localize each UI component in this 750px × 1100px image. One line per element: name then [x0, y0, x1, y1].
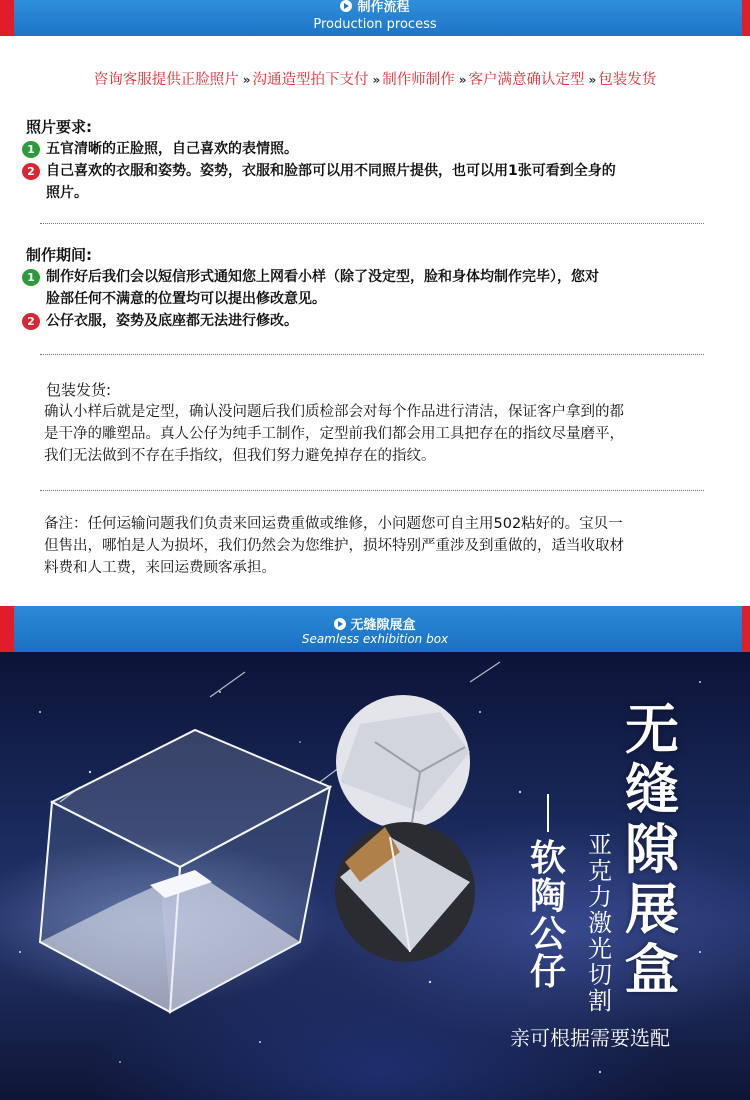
- section-heading: 包装发货:: [46, 381, 112, 399]
- banner-title: [0, 614, 750, 633]
- list-item: [22, 310, 750, 332]
- acrylic-box: [40, 730, 330, 1012]
- number-badge: 1: [22, 269, 40, 286]
- product-hero-image: [0, 652, 750, 1100]
- section-heading: 制作期间:: [26, 246, 92, 264]
- item-text: 五官清晰的正脸照，自己喜欢的表情照。: [46, 141, 298, 157]
- flow-step: 制作师制作: [382, 72, 455, 88]
- photo-requirements: [0, 116, 750, 204]
- chevron-right-icon: »: [242, 73, 249, 87]
- detail-circle-top: [336, 695, 470, 829]
- hero-big-title: 无缝隙展盒: [625, 698, 679, 1001]
- note-line: 料费和人工费，来回运费顾客承担。: [44, 560, 276, 576]
- item-text: 公仔衣服，姿势及底座都无法进行修改。: [46, 313, 298, 329]
- divider: [40, 354, 704, 355]
- divider: [40, 490, 704, 491]
- chevron-right-icon: »: [458, 73, 465, 87]
- hero-sub-title: 亚克力激光切割: [588, 831, 612, 1015]
- flow-step: 沟通造型拍下支付: [252, 72, 369, 88]
- list-item: [22, 160, 750, 204]
- list-item: [22, 138, 750, 160]
- play-icon: [340, 0, 352, 12]
- banner-title-cn: 制作流程: [357, 0, 410, 15]
- banner-title-en: Seamless exhibition box: [301, 632, 449, 646]
- play-icon: [334, 618, 346, 630]
- number-badge: 2: [22, 313, 40, 330]
- production-period: [0, 244, 750, 332]
- hero-caption: 亲可根据需要选配: [510, 1026, 670, 1050]
- divider: [40, 223, 704, 224]
- number-badge: 2: [22, 163, 40, 180]
- note-line: 备注：任何运输问题我们负责来回运费重做或维修，小问题您可自主用502粘好的。宝贝一: [44, 516, 623, 532]
- divider-line: [547, 794, 549, 832]
- flow-step: 客户满意确认定型: [468, 72, 585, 88]
- shipping-section: [0, 379, 750, 467]
- shipping-line: 我们无法做到不存在手指纹，但我们努力避免掉存在的指纹。: [44, 448, 436, 464]
- process-flow: [0, 68, 750, 89]
- item-text: 照片。: [46, 185, 88, 201]
- section-heading: 照片要求:: [26, 118, 92, 136]
- banner-title-en: Production process: [313, 16, 437, 32]
- flow-step: 包装发货: [598, 72, 657, 88]
- banner-title-cn: 无缝隙展盒: [350, 618, 416, 633]
- note-section: [0, 513, 750, 579]
- shipping-line: 是干净的雕塑品。真人公仔为纯手工制作，定型前我们都会用工具把存在的指纹尽量磨平，: [44, 426, 624, 442]
- item-text: 自己喜欢的衣服和姿势。姿势，衣服和脸部可以用不同照片提供，也可以用1张可看到全身的: [46, 163, 616, 179]
- hero-side-title: 软陶公仔: [529, 838, 566, 993]
- flow-step: 咨询客服提供正脸照片: [93, 72, 239, 88]
- exhibition-box-banner: [0, 606, 750, 652]
- banner-title: [0, 0, 750, 32]
- item-text: 制作好后我们会以短信形式通知您上网看小样（除了没定型，脸和身体均制作完毕），您对: [46, 269, 599, 285]
- item-text: 脸部任何不满意的位置均可以提出修改意见。: [46, 291, 326, 307]
- list-item: [22, 266, 750, 310]
- detail-circle-bottom: [335, 822, 475, 962]
- top-banner: [0, 0, 750, 36]
- number-badge: 1: [22, 141, 40, 158]
- note-line: 但售出，哪怕是人为损坏，我们仍然会为您维护，损坏特别严重涉及到重做的，适当收取材: [44, 538, 624, 554]
- chevron-right-icon: »: [588, 73, 595, 87]
- shipping-line: 确认小样后就是定型，确认没问题后我们质检部会对每个作品进行清洁，保证客户拿到的都: [44, 404, 624, 420]
- chevron-right-icon: »: [372, 73, 379, 87]
